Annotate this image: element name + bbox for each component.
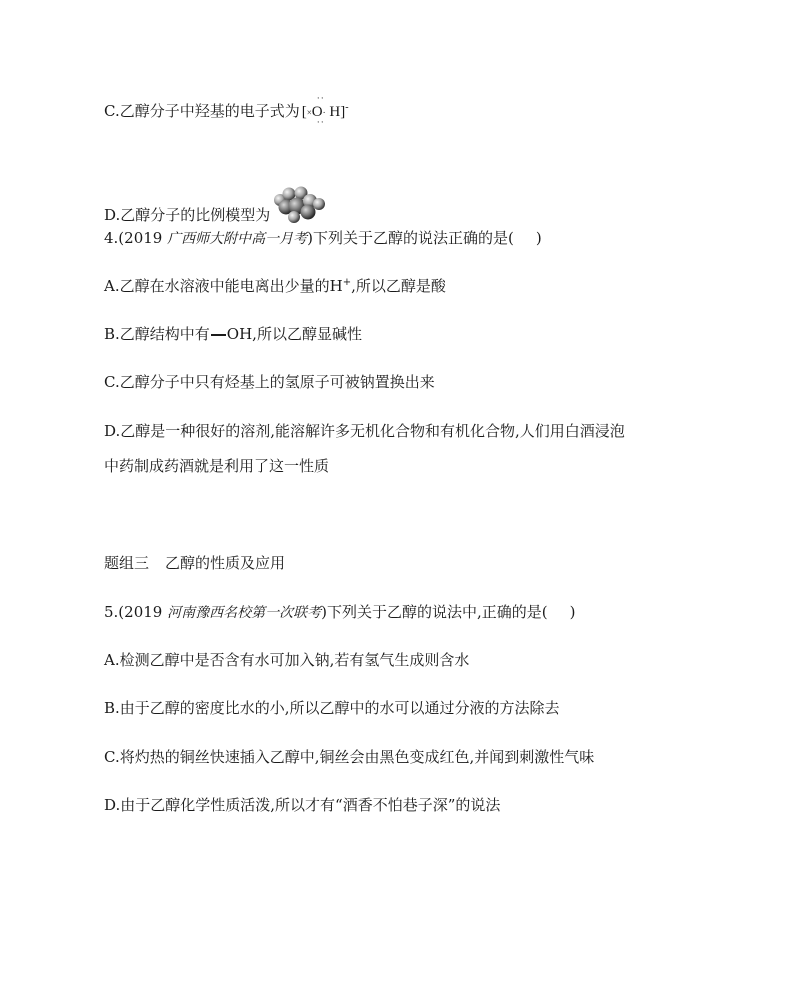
section-label: 题组三 bbox=[104, 554, 150, 572]
q4-source: 广西师大附中高一月考 bbox=[167, 231, 308, 247]
ethanol-space-filling-model-image bbox=[272, 180, 336, 225]
section-title: 乙醇的性质及应用 bbox=[165, 554, 286, 572]
q5-option-c: C.将灼热的铜丝快速插入乙醇中,铜丝会由黑色变成红色,并闻到刺激性气味 bbox=[104, 748, 595, 766]
q4-option-b: B.乙醇结构中有 OH,所以乙醇显碱性 bbox=[104, 325, 362, 343]
q3-option-c bbox=[104, 93, 349, 127]
q5-stem: 5.(2019 河南豫西名校第一次联考)下列关于乙醇的说法中,正确的是( ) bbox=[104, 603, 576, 621]
q5-source: 河南豫西名校第一次联考 bbox=[167, 605, 322, 621]
section-heading bbox=[104, 553, 285, 573]
hydroxyl-electron-formula: [× ·· ·· O· H]- bbox=[301, 93, 349, 127]
q5-option-b: B.由于乙醇的密度比水的小,所以乙醇中的水可以通过分液的方法除去 bbox=[104, 699, 560, 717]
q4-option-d-line2: 中药制成药酒就是利用了这一性质 bbox=[104, 457, 330, 475]
q4-option-a: A.乙醇在水溶液中能电离出少量的H+,所以乙醇是酸 bbox=[104, 277, 446, 295]
q4-option-c: C.乙醇分子中只有烃基上的氢原子可被钠置换出来 bbox=[104, 373, 435, 391]
lone-pair-top: ·· bbox=[316, 93, 325, 103]
q3-option-d bbox=[104, 180, 336, 225]
lone-pair-bottom: ·· bbox=[316, 117, 325, 127]
q4-option-d-line1: D.乙醇是一种很好的溶剂,能溶解许多无机化合物和有机化合物,人们用白酒浸泡 bbox=[104, 422, 625, 440]
q3-option-d-text: D.乙醇分子的比例模型为 bbox=[104, 206, 271, 224]
single-bond-line bbox=[211, 334, 226, 336]
q5-option-d: D.由于乙醇化学性质活泼,所以才有“酒香不怕巷子深”的说法 bbox=[104, 796, 501, 814]
q3-option-c-text: C.乙醇分子中羟基的电子式为 bbox=[104, 102, 300, 120]
q4-stem: 4.(2019 广西师大附中高一月考)下列关于乙醇的说法正确的是( ) bbox=[104, 229, 542, 247]
q5-option-a: A.检测乙醇中是否含有水可加入钠,若有氢气生成则含水 bbox=[104, 651, 470, 669]
